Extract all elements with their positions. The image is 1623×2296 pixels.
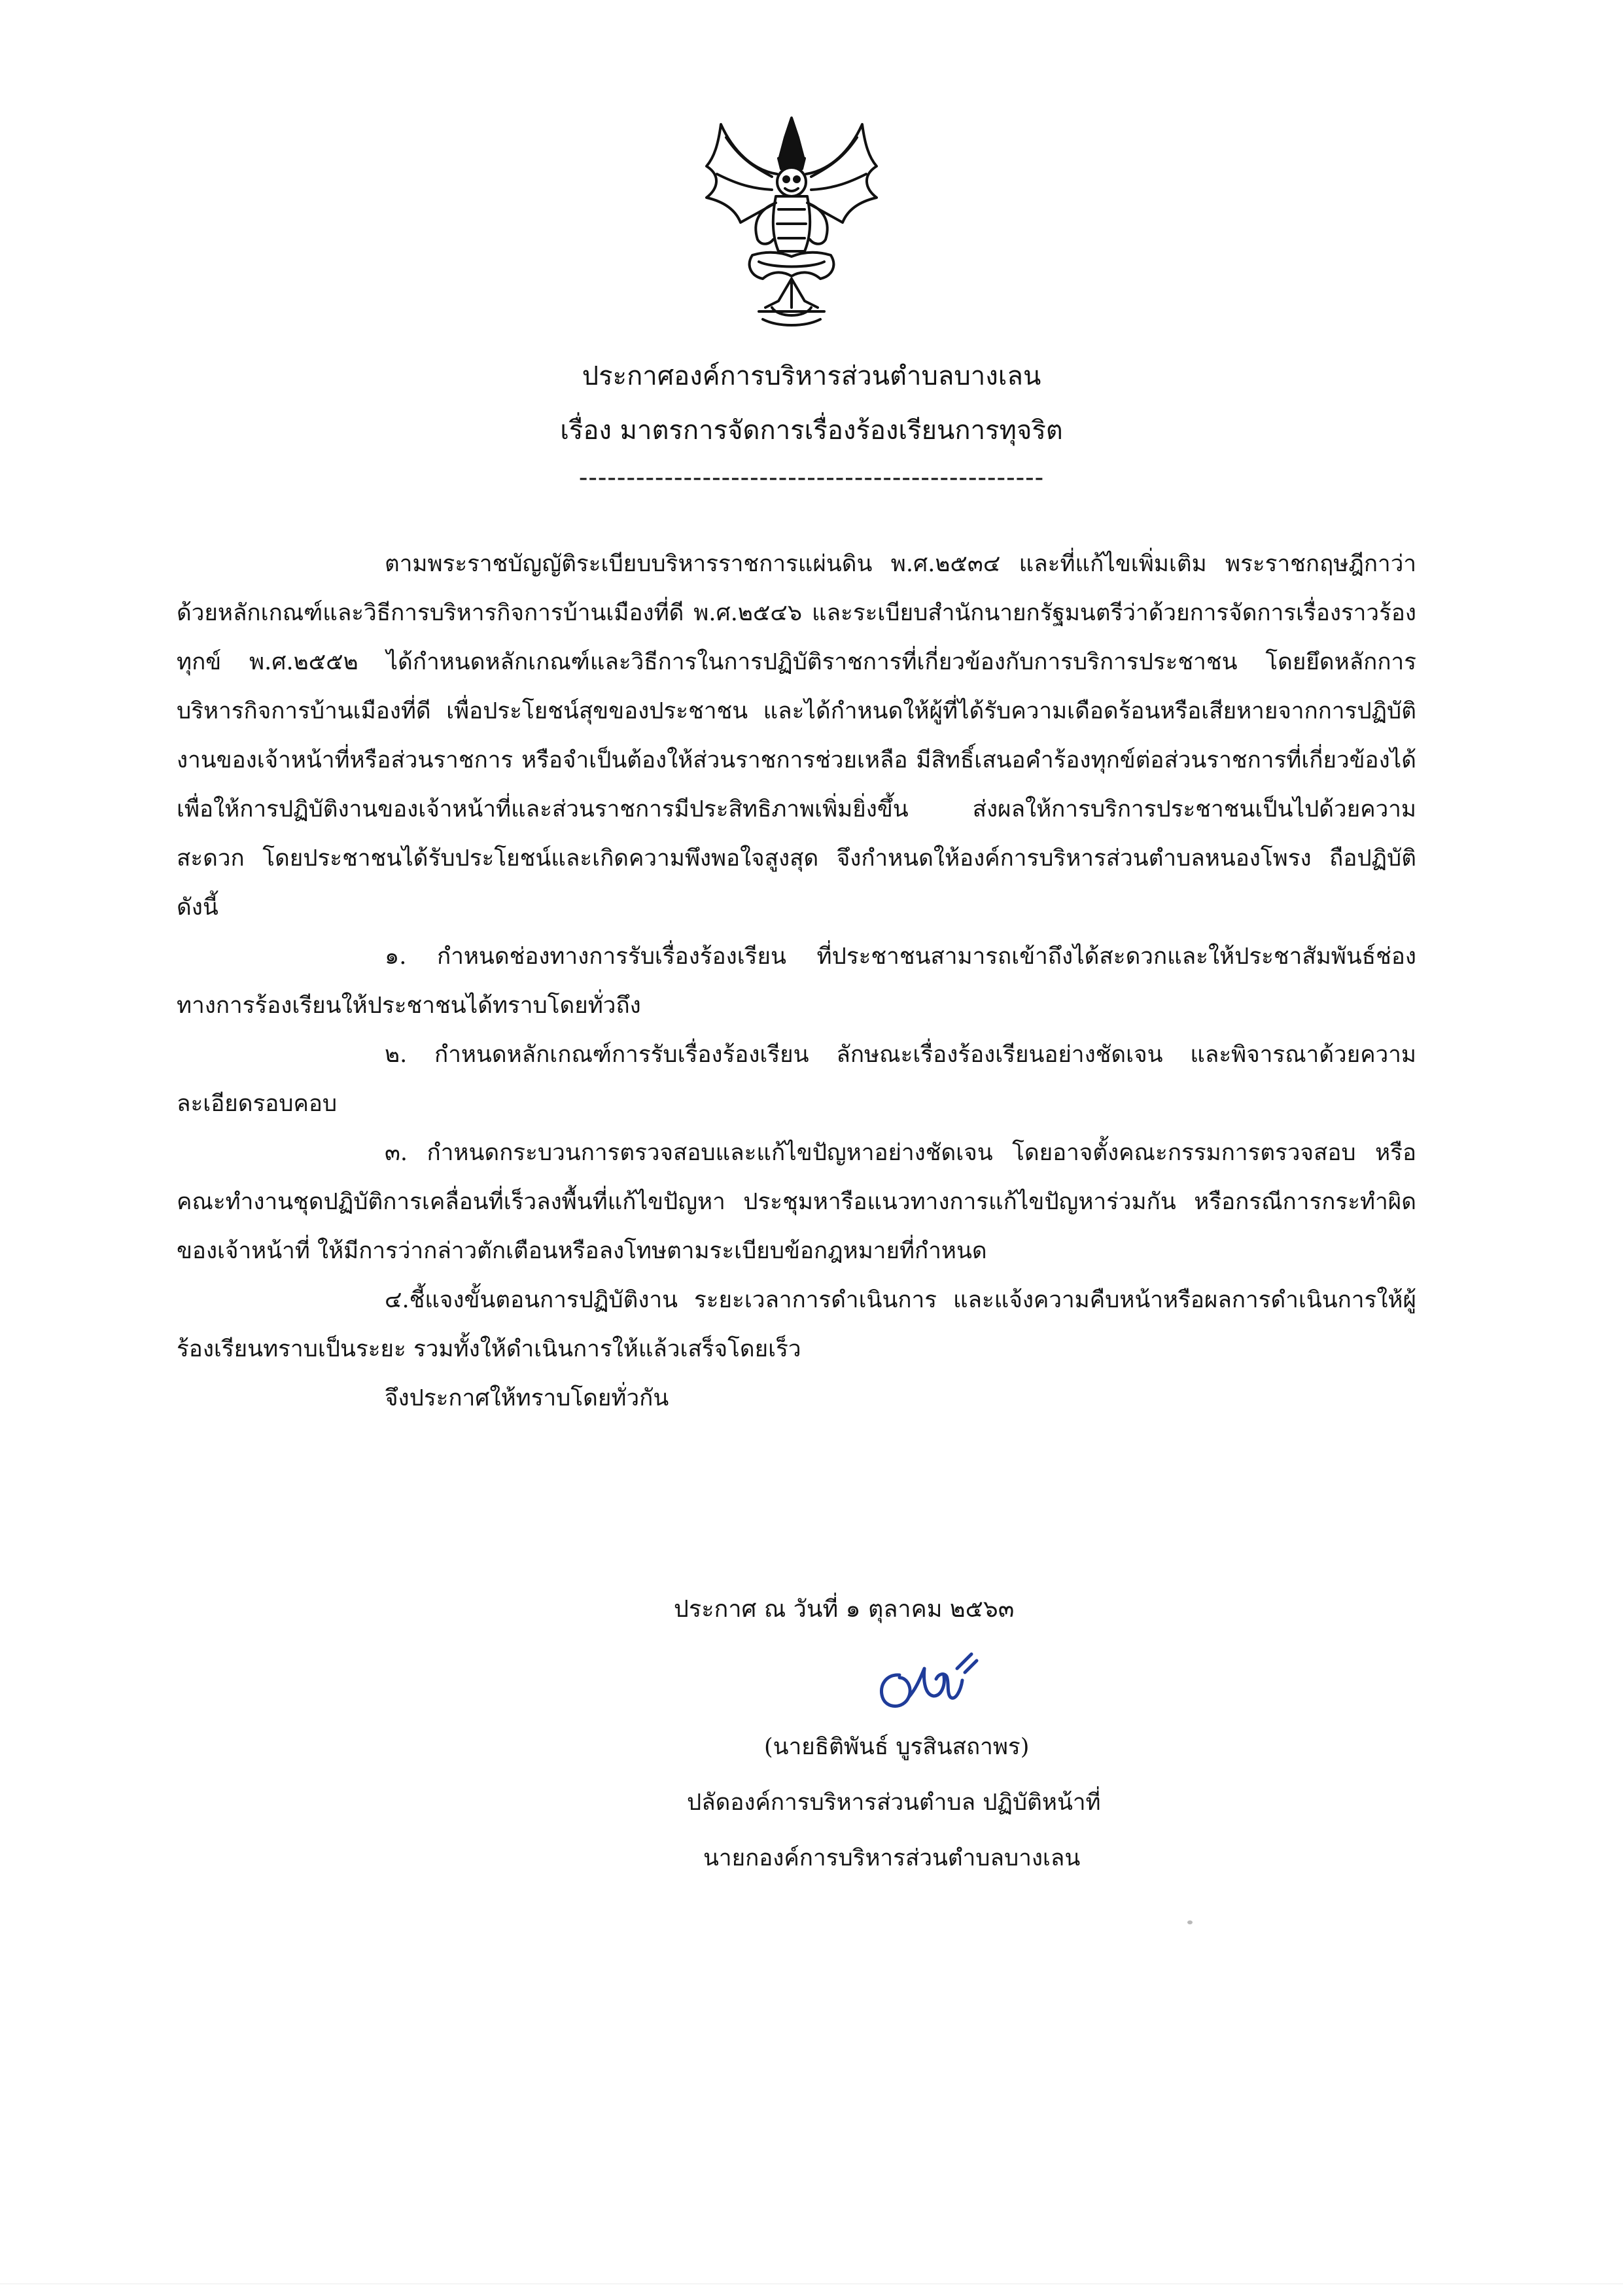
announcement-date: ประกาศ ณ วันที่ ๑ ตุลาคม ๒๕๖๓ <box>674 1596 1015 1623</box>
closing-paragraph: จึงประกาศให้ทราบโดยทั่วกัน <box>385 1385 669 1411</box>
garuda-emblem-icon <box>680 111 903 334</box>
intro-paragraph: ตามพระราชบัญญัติระเบียบบริหารราชการแผ่นดิน พ.ศ.๒๕๓๔ และที่แก้ไขเพิ่มเติม พระราชกฤษฎีกาว่าด้วยหลักเกณฑ์และวิธีการบริหารกิจการบ้านเมืองที่ดี พ.ศ.๒๕๔๖ และระเบียบสำนักนายกรัฐมนตรีว่าด้วยการจัดการเรื่องราวร้องทุกข์ พ.ศ.๒๕๕๒ ได้กำหนดหลักเกณฑ์และวิธีการในการปฏิบัติราชการที่เกี่ยวข้องกับการบริการประชาชน โดยยึดหลักการบริหารกิจการบ้านเมืองที่ดี เพื่อประโยชน์สุขของประชาชน และได้กำหนดให้ผู้ที่ได้รับความเดือดร้อนหรือเสียหายจากการปฏิบัติงานของเจ้าหน้าที่หรือส่วนราชการ หรือจำเป็นต้องให้ส่วนราชการช่วยเหลือ มีสิทธิ์เสนอคำร้องทุกข์ต่อส่วนราชการที่เกี่ยวข้องได้ เพื่อให้การปฏิบัติงานของเจ้าหน้าที่และส่วนราชการมีประสิทธิภาพเพิ่มยิ่งขึ้น ส่งผลให้การบริการประชาชนเป็นไปด้วยความสะดวก โดยประชาชนได้รับประโยชน์และเกิดความพึงพอใจสูงสุด จึงกำหนดให้องค์การบริหารส่วนตำบลหนองโพรง ถือปฏิบัติ ดังนี้ <box>177 551 1416 921</box>
measure-item-4: ๔.ชี้แจงขั้นตอนการปฏิบัติงาน ระยะเวลาการดำเนินการ และแจ้งความคืบหน้าหรือผลการดำเนินการให้ผู้ร้องเรียนทราบเป็นระยะ รวมทั้งให้ดำเนินการให้แล้วเสร็จโดยเร็ว <box>177 1287 1416 1362</box>
handwritten-signature <box>873 1649 985 1721</box>
measure-item-1: ๑. กำหนดช่องทางการรับเรื่องร้องเรียน ที่ประชาชนสามารถเข้าถึงได้สะดวกและให้ประชาสัมพันธ์ช่องทางการร้องเรียนให้ประชาชนได้ทราบโดยทั่วถึง <box>177 944 1416 1019</box>
signer-position: ปลัดองค์การบริหารส่วนตำบล ปฏิบัติหน้าที่ <box>687 1790 1101 1816</box>
announcement-title: ประกาศองค์การบริหารส่วนตำบลบางเลน <box>582 361 1041 391</box>
announcement-subject: เรื่อง มาตรการจัดการเรื่องร้องเรียนการทุจริต <box>560 415 1063 446</box>
title-divider: ------------------------------------------------- <box>578 463 1045 493</box>
announcement-body <box>177 540 1416 1423</box>
measure-item-3: ๓. กำหนดกระบวนการตรวจสอบและแก้ไขปัญหาอย่างชัดเจน โดยอาจตั้งคณะกรรมการตรวจสอบ หรือคณะทำงานชุดปฏิบัติการเคลื่อนที่เร็วลงพื้นที่แก้ไขปัญหา ประชุมหารือแนวทางการแก้ไขปัญหาร่วมกัน หรือกรณีการกระทำผิดของเจ้าหน้าที่ ให้มีการว่ากล่าวตักเตือนหรือลงโทษตามระเบียบข้อกฎหมายที่กำหนด <box>177 1140 1416 1264</box>
scan-speck <box>1187 1920 1193 1924</box>
signer-name: (นายธิติพันธ์ บูรสินสถาพร) <box>764 1734 1030 1760</box>
signer-position-acting: นายกองค์การบริหารส่วนตำบลบางเลน <box>703 1845 1081 1871</box>
measure-item-2: ๒. กำหนดหลักเกณฑ์การรับเรื่องร้องเรียน ลักษณะเรื่องร้องเรียนอย่างชัดเจน และพิจารณาด้วยความละเอียดรอบคอบ <box>177 1042 1416 1117</box>
